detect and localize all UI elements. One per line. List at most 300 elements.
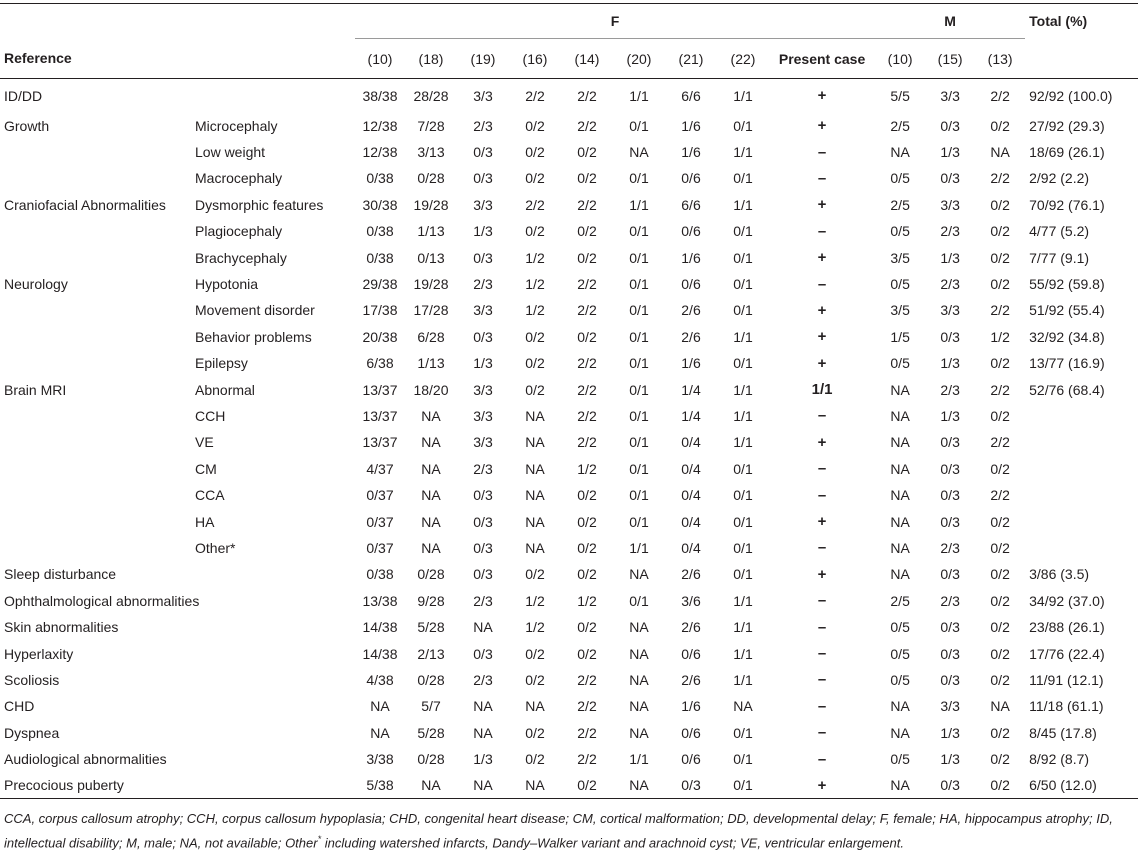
m-cell: 2/2 [990, 434, 1010, 451]
f-cell: 0/1 [733, 566, 753, 583]
m-cell: 0/2 [990, 513, 1010, 530]
f-cell: NA [525, 513, 545, 530]
m-cell: NA [890, 144, 910, 161]
row-category: Scoliosis [4, 671, 60, 688]
f-cell: 0/6 [681, 645, 701, 662]
f-cell: 0/2 [577, 144, 597, 161]
table-row [0, 456, 1138, 482]
row-subcategory: Epilepsy [195, 355, 248, 372]
row-category [0, 508, 195, 534]
table-row [0, 667, 1138, 693]
f-cell: 1/1 [629, 539, 649, 556]
total-cell: 92/92 (100.0) [1029, 87, 1113, 104]
f-cell: 0/2 [525, 645, 545, 662]
m-cell: 0/2 [990, 724, 1010, 741]
study-ref: (20) [613, 39, 665, 79]
f-cell: 0/4 [681, 487, 701, 504]
f-cell: NA [525, 407, 545, 424]
f-cell: 0/2 [525, 724, 545, 741]
f-cell: 0/3 [473, 144, 493, 161]
m-cell: 3/3 [940, 196, 960, 213]
total-cell [1025, 456, 1138, 482]
m-cell: 0/3 [940, 671, 960, 688]
f-cell: 14/38 [362, 645, 398, 662]
f-cell: 0/4 [681, 434, 701, 451]
study-ref: (21) [665, 39, 717, 79]
reference-header: Reference [0, 39, 195, 79]
f-cell: 0/1 [733, 223, 753, 240]
m-cell: NA [890, 381, 910, 398]
f-cell: 0/1 [629, 223, 649, 240]
present-case-cell: – [817, 460, 827, 478]
row-category [0, 218, 195, 244]
f-cell: 0/1 [733, 513, 753, 530]
f-cell: 28/28 [413, 87, 449, 104]
f-cell: 0/2 [577, 487, 597, 504]
f-cell: 1/1 [733, 592, 753, 609]
f-cell: 0/1 [629, 249, 649, 266]
present-case-cell: – [817, 697, 827, 715]
total-cell: 8/92 (8.7) [1029, 751, 1090, 768]
f-cell: 0/2 [525, 355, 545, 372]
f-cell: 2/2 [577, 751, 597, 768]
clinical-features-table [0, 3, 1138, 799]
f-cell: 13/37 [362, 381, 398, 398]
f-cell: 0/1 [629, 381, 649, 398]
f-cell: NA [629, 645, 649, 662]
f-cell: 2/6 [681, 566, 701, 583]
header-row-studies [0, 39, 1138, 79]
m-cell: NA [890, 460, 910, 477]
row-category: Precocious puberty [0, 772, 195, 798]
f-cell: 2/13 [417, 645, 445, 662]
f-cell: 1/4 [681, 381, 701, 398]
f-cell: 1/1 [733, 144, 753, 161]
f-cell: 2/6 [681, 328, 701, 345]
f-cell: 1/1 [733, 407, 753, 424]
row-category [0, 482, 195, 508]
f-cell: 0/1 [733, 539, 753, 556]
table-row [0, 165, 1138, 191]
f-cell: 2/2 [577, 302, 597, 319]
m-cell: 2/3 [940, 276, 960, 293]
total-cell: 3/86 (3.5) [1029, 566, 1090, 583]
f-cell: 19/28 [413, 276, 449, 293]
row-category: Brain MRI [4, 381, 67, 398]
f-cell: 3/13 [417, 144, 445, 161]
m-cell: 0/2 [990, 566, 1010, 583]
f-cell: 1/3 [473, 751, 493, 768]
f-cell: 0/1 [629, 407, 649, 424]
f-cell: 2/6 [681, 619, 701, 636]
present-case-header: Present case [769, 39, 875, 79]
f-cell: NA [370, 698, 390, 715]
f-cell: 0/37 [366, 487, 394, 504]
row-subcategory [195, 79, 355, 113]
row-category [0, 456, 195, 482]
f-cell: 1/1 [629, 196, 649, 213]
m-cell: 5/5 [890, 87, 910, 104]
f-cell: 9/28 [417, 592, 445, 609]
table-row [0, 324, 1138, 350]
f-cell: 17/38 [362, 302, 398, 319]
m-cell: 0/3 [940, 645, 960, 662]
f-cell: 0/2 [525, 566, 545, 583]
f-cell: 0/2 [577, 619, 597, 636]
m-cell: 0/2 [990, 619, 1010, 636]
total-cell [1025, 429, 1138, 455]
f-cell: 0/4 [681, 460, 701, 477]
m-cell: 1/3 [940, 144, 960, 161]
present-case-cell: 1/1 [811, 381, 833, 399]
table-row [0, 192, 1138, 218]
f-cell: 5/28 [417, 724, 445, 741]
table-row [0, 588, 1138, 614]
f-cell: 2/2 [525, 87, 545, 104]
f-cell: NA [473, 724, 493, 741]
f-cell: 5/38 [355, 772, 405, 798]
study-ref: (13) [975, 39, 1025, 79]
f-cell: NA [629, 698, 649, 715]
f-cell: 2/2 [577, 276, 597, 293]
m-cell: NA [890, 698, 910, 715]
f-cell: 3/6 [681, 592, 701, 609]
row-subcategory [195, 772, 355, 798]
f-cell: 0/28 [417, 671, 445, 688]
f-cell: NA [421, 513, 441, 530]
table-row [0, 376, 1138, 402]
m-cell: 2/3 [940, 539, 960, 556]
row-subcategory [195, 693, 355, 719]
f-cell: 0/1 [733, 170, 753, 187]
f-cell: 0/2 [525, 381, 545, 398]
f-cell: 0/1 [629, 170, 649, 187]
f-cell: 0/38 [366, 170, 394, 187]
row-category: Skin abnormalities [4, 619, 119, 636]
f-cell: 0/1 [733, 249, 753, 266]
f-cell: 1/2 [525, 302, 545, 319]
m-cell: NA [890, 513, 910, 530]
study-ref: (16) [509, 39, 561, 79]
row-subcategory [195, 667, 355, 693]
f-cell: NA [733, 698, 753, 715]
f-cell: 0/2 [561, 772, 613, 798]
total-header: Total (%) [1025, 4, 1138, 39]
table-row [0, 640, 1138, 666]
f-cell: 0/1 [717, 772, 769, 798]
f-cell: 0/1 [733, 355, 753, 372]
m-cell: 0/5 [890, 751, 910, 768]
m-cell: 0/3 [925, 772, 975, 798]
f-cell: 7/28 [417, 117, 445, 134]
f-cell: 0/6 [681, 170, 701, 187]
present-case-cell: + [769, 772, 875, 798]
present-case-cell: – [817, 539, 827, 557]
row-category: Craniofacial Abnormalities [4, 196, 166, 213]
m-cell: 0/2 [990, 592, 1010, 609]
f-cell: NA [473, 698, 493, 715]
f-cell: 1/6 [681, 144, 701, 161]
present-case-cell: + [817, 196, 827, 214]
table-row [0, 614, 1138, 640]
row-subcategory: Abnormal [195, 381, 255, 398]
f-cell: 0/2 [525, 170, 545, 187]
study-ref: (10) [875, 39, 925, 79]
m-cell: 0/3 [940, 513, 960, 530]
f-cell: 3/3 [473, 407, 493, 424]
f-cell: 0/2 [577, 249, 597, 266]
total-cell: 4/77 (5.2) [1029, 223, 1090, 240]
f-cell: 6/38 [366, 355, 394, 372]
total-cell: 11/91 (12.1) [1029, 671, 1104, 688]
present-case-cell: + [817, 328, 827, 346]
row-category: Dyspnea [4, 724, 60, 741]
f-cell: 1/13 [417, 355, 445, 372]
f-cell: 0/1 [629, 434, 649, 451]
f-cell: NA [473, 619, 493, 636]
m-cell: 0/2 [975, 772, 1025, 798]
m-cell: 0/5 [890, 671, 910, 688]
f-cell: 0/3 [665, 772, 717, 798]
f-cell: 0/2 [577, 170, 597, 187]
f-cell: 1/1 [733, 381, 753, 398]
f-cell: NA [525, 460, 545, 477]
m-cell: 0/5 [890, 355, 910, 372]
total-cell: 51/92 (55.4) [1029, 302, 1105, 319]
present-case-cell: – [817, 618, 827, 636]
m-cell: 0/2 [990, 249, 1010, 266]
m-cell: 2/5 [890, 196, 910, 213]
f-cell: 0/28 [417, 751, 445, 768]
table-row [0, 561, 1138, 587]
f-cell: 17/28 [413, 302, 449, 319]
f-cell: 2/2 [577, 117, 597, 134]
f-cell: 1/13 [417, 223, 445, 240]
f-cell: 2/2 [577, 87, 597, 104]
total-cell: 32/92 (34.8) [1029, 328, 1105, 345]
table-row [0, 746, 1138, 772]
f-cell: NA [629, 566, 649, 583]
f-cell: 2/2 [525, 196, 545, 213]
f-cell: 0/1 [629, 355, 649, 372]
f-cell: 0/2 [525, 328, 545, 345]
present-case-cell: + [817, 565, 827, 583]
f-cell: NA [629, 144, 649, 161]
m-cell: 3/5 [890, 302, 910, 319]
f-cell: 0/3 [473, 328, 493, 345]
f-cell: 1/1 [733, 87, 753, 104]
table-row [0, 79, 1138, 113]
f-cell: NA [525, 434, 545, 451]
total-cell [1025, 535, 1138, 561]
f-cell: 0/3 [473, 170, 493, 187]
m-cell: 1/3 [940, 724, 960, 741]
footnote-sup: * [317, 834, 322, 844]
f-cell: 4/38 [366, 671, 394, 688]
f-cell: 2/2 [577, 196, 597, 213]
f-cell: 0/1 [629, 302, 649, 319]
f-cell: 1/3 [473, 223, 493, 240]
f-cell: 0/38 [366, 249, 394, 266]
present-case-cell: – [817, 724, 827, 742]
f-cell: 0/1 [733, 724, 753, 741]
row-subcategory [195, 640, 355, 666]
f-cell: 0/4 [681, 513, 701, 530]
f-cell: 0/3 [473, 566, 493, 583]
m-cell: 2/3 [940, 223, 960, 240]
m-cell: 1/3 [940, 751, 960, 768]
f-cell: 0/2 [525, 751, 545, 768]
row-subcategory: Brachycephaly [195, 249, 287, 266]
m-cell: 0/2 [990, 355, 1010, 372]
row-subcategory: Macrocephaly [195, 170, 283, 187]
m-cell: 0/5 [890, 645, 910, 662]
f-cell: 0/1 [629, 276, 649, 293]
m-cell: 0/3 [940, 434, 960, 451]
f-cell: 18/20 [413, 381, 449, 398]
m-cell: 0/3 [940, 328, 960, 345]
f-cell: 0/2 [525, 144, 545, 161]
f-cell: NA [629, 671, 649, 688]
f-cell: 6/28 [417, 328, 445, 345]
row-subcategory: VE [195, 434, 214, 451]
row-subcategory [195, 588, 355, 614]
present-case-cell: + [817, 433, 827, 451]
f-cell: 1/1 [733, 328, 753, 345]
m-cell: 0/5 [890, 170, 910, 187]
f-cell: 0/1 [629, 513, 649, 530]
f-cell: 6/6 [681, 87, 701, 104]
total-cell: 52/76 (68.4) [1029, 381, 1105, 398]
total-cell: 23/88 (26.1) [1029, 619, 1105, 636]
f-cell: NA [629, 619, 649, 636]
f-cell: 14/38 [362, 619, 398, 636]
table-row [0, 113, 1138, 139]
m-cell: 3/3 [940, 87, 960, 104]
f-cell: 0/1 [629, 117, 649, 134]
present-case-cell: + [817, 513, 827, 531]
f-cell: NA [370, 724, 390, 741]
row-subcategory: HA [195, 513, 215, 530]
present-case-cell: – [817, 169, 827, 187]
f-cell: 1/1 [733, 645, 753, 662]
m-cell: 2/5 [890, 117, 910, 134]
f-cell: 1/6 [681, 249, 701, 266]
table-row [0, 350, 1138, 376]
table-row [0, 271, 1138, 297]
f-cell: 1/3 [473, 355, 493, 372]
f-cell: 0/1 [629, 328, 649, 345]
m-cell: 1/3 [940, 407, 960, 424]
f-cell: 2/2 [577, 355, 597, 372]
row-category [0, 535, 195, 561]
row-subcategory: CM [195, 460, 217, 477]
f-cell: 2/2 [577, 407, 597, 424]
f-cell: 12/38 [362, 144, 398, 161]
m-cell: 0/2 [990, 751, 1010, 768]
f-cell: NA [421, 539, 441, 556]
present-case-cell: + [817, 249, 827, 267]
group-m-header: M [875, 4, 1025, 39]
m-cell: 0/3 [940, 566, 960, 583]
f-cell: 13/38 [362, 592, 398, 609]
study-ref: (22) [717, 39, 769, 79]
row-category: ID/DD [4, 87, 43, 104]
total-cell: 18/69 (26.1) [1029, 144, 1105, 161]
row-subcategory: Low weight [195, 144, 266, 161]
f-cell: 3/3 [473, 434, 493, 451]
footnote-text: CCA, corpus callosum atrophy; CCH, corpus callosum hypoplasia; CHD, congenital heart disease; CM, cortical malformation; DD, developmental delay; F, female; HA, hippocampus atrophy; ID, intellectual disability; M, male; NA, not available; Other [4, 811, 1113, 851]
row-category [0, 350, 195, 376]
f-cell: NA [525, 487, 545, 504]
f-cell: 0/1 [629, 592, 649, 609]
m-cell: 0/2 [990, 460, 1010, 477]
m-cell: 3/5 [890, 249, 910, 266]
header-row-groups [0, 4, 1138, 39]
f-cell: 13/37 [362, 434, 398, 451]
table-row [0, 403, 1138, 429]
row-subcategory: Microcephaly [195, 117, 278, 134]
f-cell: 38/38 [362, 87, 398, 104]
row-subcategory: Hypotonia [195, 276, 259, 293]
present-case-cell: – [817, 143, 827, 161]
table-row [0, 244, 1138, 270]
f-cell: 3/3 [473, 196, 493, 213]
f-cell: 1/2 [577, 592, 597, 609]
f-cell: 1/2 [525, 619, 545, 636]
f-cell: 0/2 [577, 513, 597, 530]
f-cell: 0/2 [577, 566, 597, 583]
m-cell: 1/3 [940, 249, 960, 266]
study-ref: (18) [405, 39, 457, 79]
f-cell: 1/6 [681, 698, 701, 715]
f-cell: 1/4 [681, 407, 701, 424]
f-cell: 1/1 [733, 196, 753, 213]
m-cell: 0/3 [940, 170, 960, 187]
f-cell: 0/3 [473, 487, 493, 504]
f-cell: 1/1 [629, 751, 649, 768]
f-cell: 0/1 [629, 487, 649, 504]
study-ref: (19) [457, 39, 509, 79]
f-cell: NA [613, 772, 665, 798]
f-cell: NA [405, 772, 457, 798]
f-cell: 1/2 [525, 592, 545, 609]
f-cell: NA [421, 407, 441, 424]
present-case-cell: + [817, 354, 827, 372]
f-cell: NA [421, 487, 441, 504]
f-cell: NA [457, 772, 509, 798]
study-ref: (10) [355, 39, 405, 79]
table-row [0, 719, 1138, 745]
table-row [0, 429, 1138, 455]
f-cell: 0/13 [417, 249, 445, 266]
f-cell: 2/2 [577, 698, 597, 715]
m-cell: 0/5 [890, 223, 910, 240]
row-subcategory: Behavior problems [195, 328, 312, 345]
f-cell: 2/3 [473, 276, 493, 293]
m-cell: NA [990, 698, 1010, 715]
row-category: Sleep disturbance [4, 566, 117, 583]
f-cell: 1/2 [525, 276, 545, 293]
table-row [0, 139, 1138, 165]
f-cell: 3/38 [366, 751, 394, 768]
f-cell: 2/3 [473, 117, 493, 134]
f-cell: 29/38 [362, 276, 398, 293]
row-subcategory: CCA [195, 487, 225, 504]
f-cell: NA [525, 539, 545, 556]
row-category [0, 139, 195, 165]
f-cell: 1/2 [525, 249, 545, 266]
